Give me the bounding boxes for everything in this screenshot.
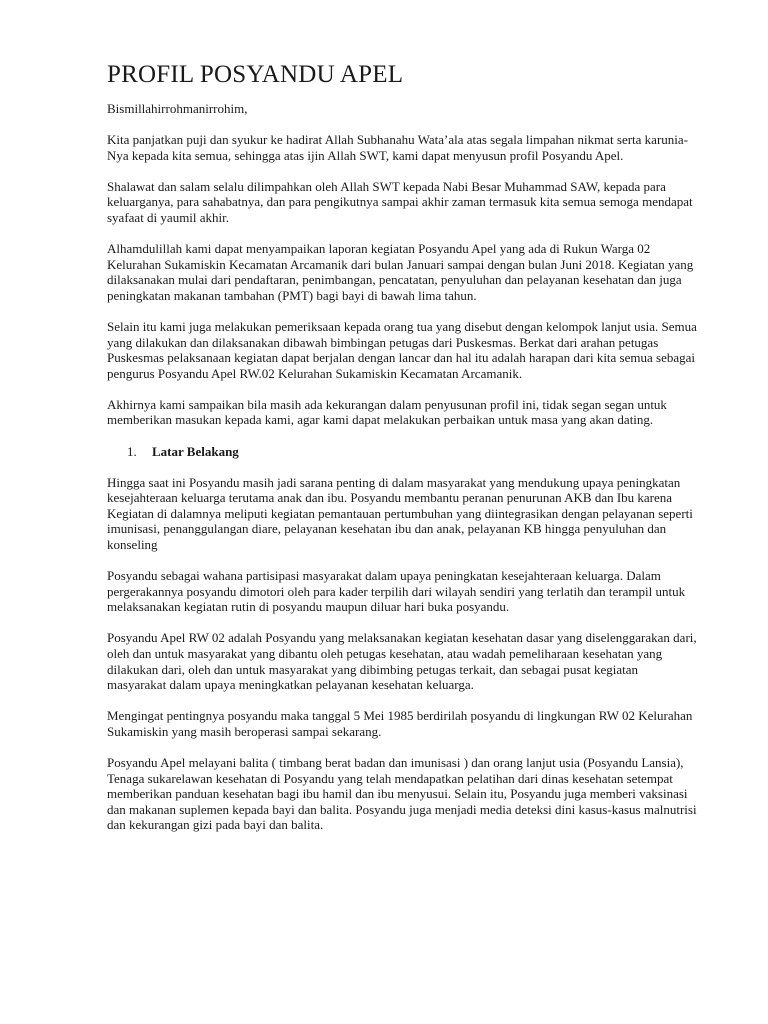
intro-paragraph: Selain itu kami juga melakukan pemeriksaan kepada orang tua yang disebut dengan kelompok lanjut usia. Semua yang dilakukan dan dilaksanakan dibawah bimbingan petugas dari Puskesmas. Berkat dari arahan petugas Puskesmas pelaksanaan kegiatan dapat berjalan dengan lancar dan hal itu adalah harapan dari kita semua sebagai pengurus Posyandu Apel RW.02 Kelurahan Sukamiskin Kecamatan Arcamanik. bbox=[107, 318, 697, 381]
document-title: PROFIL POSYANDU APEL bbox=[107, 61, 404, 88]
intro-paragraph: Shalawat dan salam selalu dilimpahkan oleh Allah SWT kepada Nabi Besar Muhammad SAW, kepada para keluarganya, para sahabatnya, dan para pengikutnya sampai akhir zaman termasuk kita semua semoga mendapat syafaat di yaumil akhir. bbox=[107, 178, 693, 225]
section-paragraph: Posyandu Apel RW 02 adalah Posyandu yang melaksanakan kegiatan kesehatan dasar yang diselenggarakan dari, oleh dan untuk masyarakat yang dibantu oleh petugas kesehatan, atau wadah pemeliharaan kesehatan yang dilakukan dari, oleh dan untuk masyarakat yang dibimbing petugas terkait, dan sebagai pusat kegiatan masyarakat dalam upaya meningkatkan pelayanan kesehatan keluarga. bbox=[107, 630, 697, 693]
section-title: Latar Belakang bbox=[152, 443, 239, 459]
intro-paragraph: Alhamdulillah kami dapat menyampaikan laporan kegiatan Posyandu Apel yang ada di Rukun Warga 02 Kelurahan Sukamiskin Kecamatan Arcamanik dari bulan Januari sampai dengan bulan Juni 2018. Kegiatan yang dilaksanakan mulai dari pendaftaran, penimbangan, pencatatan, penyuluhan dan pelayanan kesehatan dan juga peningkatan makanan tambahan (PMT) bagi bayi di bawah lima tahun. bbox=[107, 241, 694, 303]
intro-paragraph: Kita panjatkan puji dan syukur ke hadirat Allah Subhanahu Wata’ala atas segala limpahan nikmat serta karunia-Nya kepada kita semua, sehingga atas ijin Allah SWT, kami dapat menyusun profil Posyandu Apel. bbox=[107, 132, 688, 163]
section-paragraph: Posyandu sebagai wahana partisipasi masyarakat dalam upaya peningkatan kesejahteraan keluarga. Dalam pergerakannya posyandu dimotori oleh para kader terpilih dari wilayah sendiri yang terlatih dan terampil untuk melaksanakan kegiatan rutin di posyandu maupun diluar hari buka posyandu. bbox=[107, 568, 686, 615]
greeting-paragraph: Bismillahirrohmanirrohim, bbox=[107, 101, 248, 116]
intro-paragraph: Akhirnya kami sampaikan bila masih ada kekurangan dalam penyusunan profil ini, tidak segan segan untuk memberikan masukan kepada kami, agar kami dapat melakukan perbaikan untuk masa yang akan dating. bbox=[107, 396, 667, 428]
document-page bbox=[107, 60, 697, 848]
section-paragraph: Hingga saat ini Posyandu masih jadi sarana penting di dalam masyarakat yang mendukung upaya peningkatan kesejahteraan keluarga terutama anak dan ibu. Posyandu membantu peranan penurunan AKB dan Ibu karena Kegiatan di dalamnya meliputi kegiatan pemantauan pertumbuhan yang diintegrasikan dengan pelayanan seperti imunisasi, penanggulangan diare, pelayanan kesehatan ibu dan anak, pelayanan KB hingga penyuluhan dan konseling bbox=[107, 474, 693, 552]
section-number: 1. bbox=[127, 443, 137, 459]
section-heading bbox=[107, 444, 697, 460]
section-paragraph: Posyandu Apel melayani balita ( timbang berat badan dan imunisasi ) dan orang lanjut usia (Posyandu Lansia), Tenaga sukarelawan kesehatan di Posyandu yang telah mendapatkan pelatihan dari dinas kesehatan setempat memberikan panduan kesehatan bagi ibu hamil dan ibu menyusui. Selain itu, Posyandu juga memberi vaksinasi dan makanan suplemen kepada bayi dan balita. Posyandu juga menjadi media deteksi dini kasus-kasus malnutrisi dan kekurangan gizi pada bayi dan balita. bbox=[107, 754, 697, 833]
section-paragraph: Mengingat pentingnya posyandu maka tanggal 5 Mei 1985 berdirilah posyandu di lingkungan RW 02 Kelurahan Sukamiskin yang masih beroperasi sampai sekarang. bbox=[107, 708, 693, 739]
